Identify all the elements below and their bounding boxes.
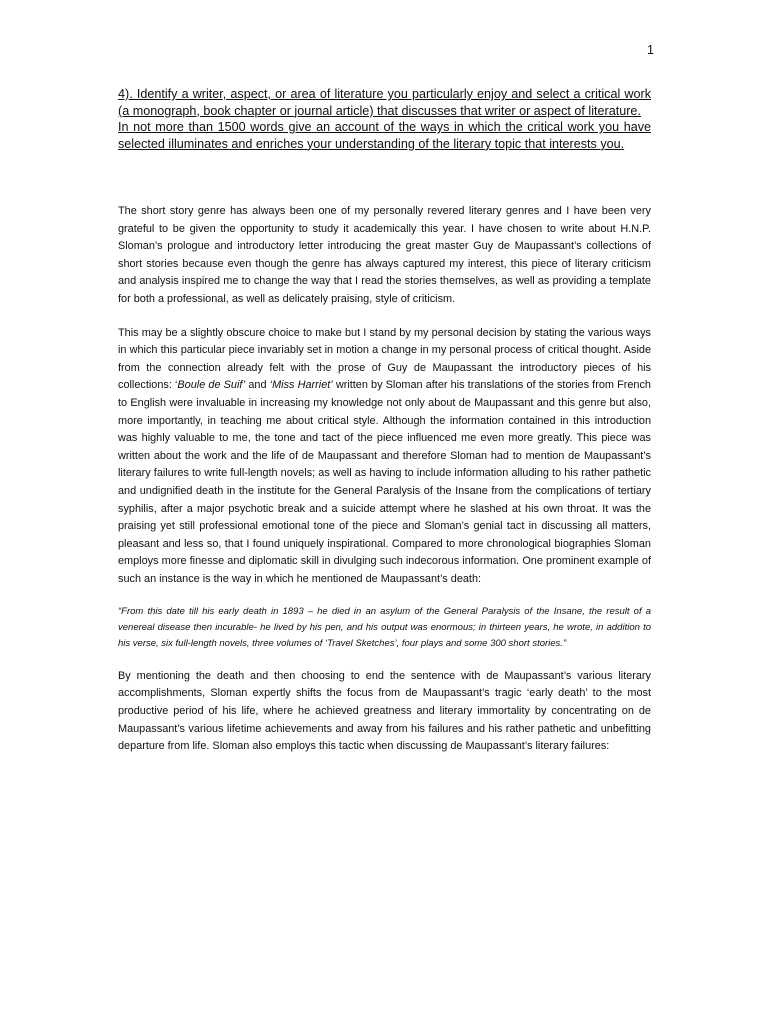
paragraph-2-text-a: This may be a slightly obscure choice to make but I stand by my personal decision by stating the various ways in which this particular piece invariably set in motion a change in my personal process of critical thought. Aside from the connection already felt with the prose of Guy de Maupassant the introductory pieces of his collections: ‘ [118, 326, 651, 392]
paragraph-3: By mentioning the death and then choosing to end the sentence with de Maupassant’s various literary accomplishments, Sloman expertly shifts the focus from de Maupassant’s tragic ‘early death’ to the most productive period of his life, where he achieved greatness and literary immortality by concentrating on de Maupassant’s various lifetime achievements and away from his failures and his rather pathetic and unbefitting departure from life. Sloman also employs this tactic when discussing de Maupassant’s literary failures: [118, 669, 651, 753]
question-prompt: 4). Identify a writer, aspect, or area of literature you particularly enjoy and select a critical work (a monograph, book chapter or journal article) that discusses that writer or aspect of literature. [118, 87, 651, 118]
paragraph-2 [118, 325, 651, 589]
block-quote: “From this date till his early death in 1893 – he died in an asylum of the General Paralysis of the Insane, the result of a venereal disease then incurable- he lived by his pen, and his output was enormous; in thirteen years, he wrote, in addition to his verse, six full-length novels, three volumes of ‘Travel Sketches’, four plays and some 300 short stories.” [118, 606, 651, 650]
work-title-boule-de-suif: Boule de Suif’ [177, 379, 246, 392]
work-title-miss-harriet: ‘Miss Harriet’ [269, 379, 333, 392]
essay-body [118, 203, 651, 772]
page-number: 1 [647, 43, 654, 57]
paragraph-2-text-b: written by Sloman after his translations of the stories from French to English were invaluable in increasing my knowledge not only about de Maupassant and this genre but also, more importantly, in teaching me about critical style. Although the information contained in this introduction was highly valuable to me, the tone and tact of the piece influenced me even more greatly. This piece was written about the work and the life of de Maupassant and therefore Sloman had to mention de Maupassant’s literary failures to write full-length novels; as well as having to include information alluding to his rather pathetic and undignified death in the institute for the General Paralysis of the Insane from the complications of tertiary syphilis, after a major psychotic break and a suicide attempt where he slashed at his own throat. It was the praising yet still professional emotional tone of the piece and Sloman’s genial tact in discussing all matters, pleasant and less so, that I found uniquely inspirational. Compared to more chronological biographies Sloman employs more finesse and diplomatic skill in divulging such indecorous information. One prominent example of such an instance is the way in which he mentioned de Maupassant’s death: [118, 379, 651, 585]
paragraph-1: The short story genre has always been one of my personally revered literary genres and I have been very grateful to be given the opportunity to study it academically this year. I have chosen to write about H.N.P. Sloman’s prologue and introductory letter introducing the great master Guy de Maupassant’s collections of short stories because even though the genre has always captured my interest, this piece of literary criticism and analysis inspired me to change the way that I read the stories themselves, as well as providing a template for both a professional, as well as delicately praising, style of criticism. [118, 205, 651, 305]
paragraph-2-and: and [245, 379, 270, 392]
question-instructions: In not more than 1500 words give an account of the ways in which the critical work you have selected illuminates and enriches your understanding of the literary topic that interests you. [118, 120, 651, 151]
essay-question [118, 86, 651, 152]
